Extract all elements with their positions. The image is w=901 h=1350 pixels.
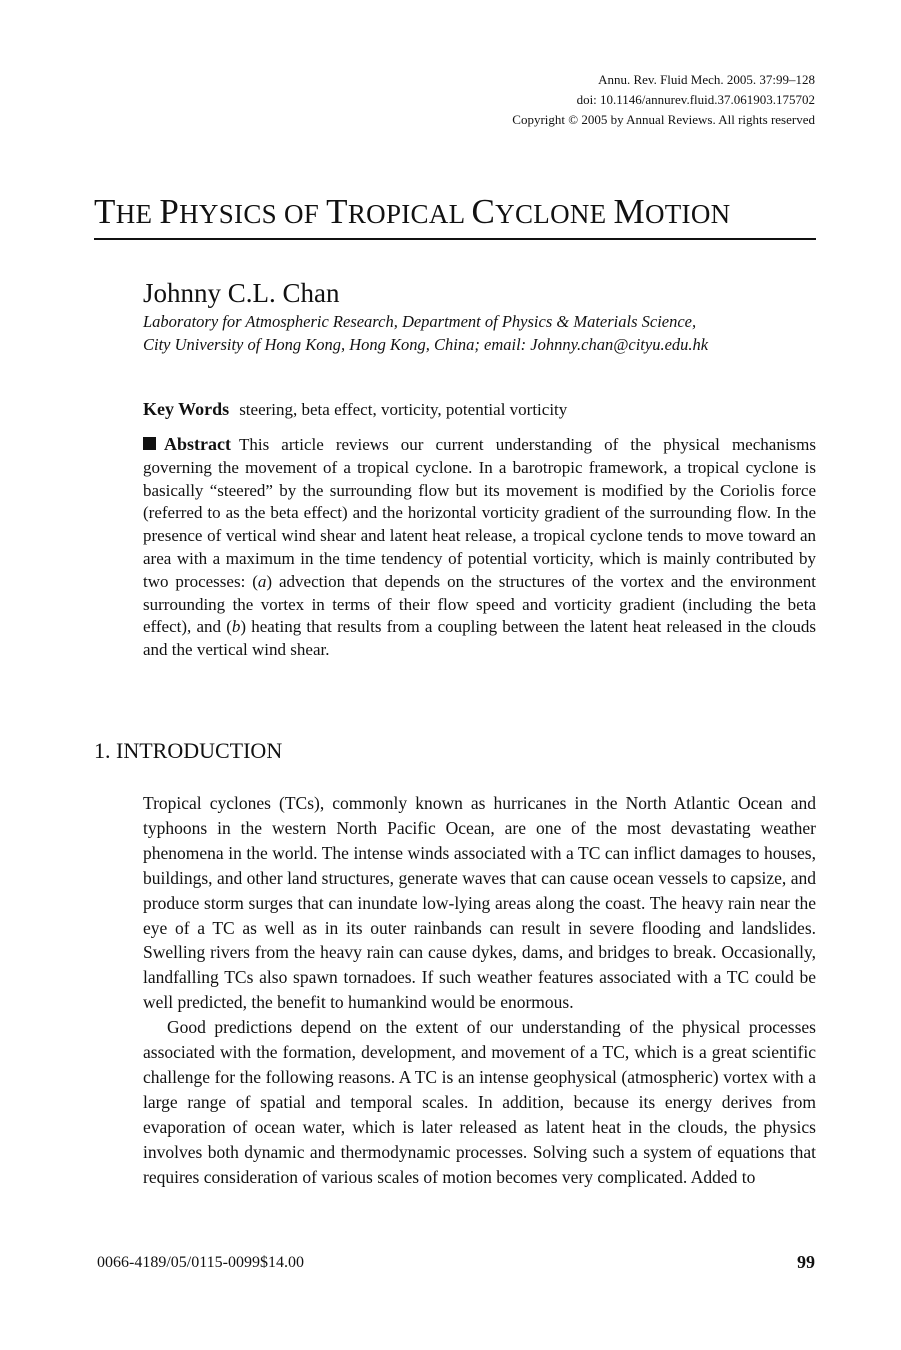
- affiliation-line-1: Laboratory for Atmospheric Research, Department of Physics & Materials Science,: [143, 312, 697, 331]
- journal-citation: Annu. Rev. Fluid Mech. 2005. 37:99–128: [598, 72, 815, 87]
- doi-line[interactable]: doi: 10.1146/annurev.fluid.37.061903.175702: [576, 92, 815, 107]
- article-code: 0066-4189/05/0115-0099$14.00: [97, 1254, 304, 1271]
- abstract-label: Abstract: [164, 434, 231, 454]
- paragraph-2: Good predictions depend on the extent of our understanding of the physical processes associated with the formation, development, and movement of a TC, which is a great scientific challenge for the following reasons. A TC is an intense geophysical (atmospheric) vortex with a large range of spatial and temporal scales. In addition, because its energy derives from evaporation of ocean water, which is later released as latent heat in the clouds, the physics involves both dynamic and thermodynamic processes. Solving such a system of equations that requires consideration of various scales of motion becomes very complicated. Added to: [143, 1017, 816, 1187]
- journal-header: [512, 70, 815, 130]
- title-rule: [94, 238, 816, 240]
- author-name: Johnny C.L. Chan: [143, 278, 340, 308]
- paragraph-1: Tropical cyclones (TCs), commonly known as hurricanes in the North Atlantic Ocean and typhoons in the western North Pacific Ocean, are one of the most devastating weather phenomena in the world. The intense winds associated with a TC can inflict damages to houses, buildings, and other land structures, generate waves that can cause ocean vessels to capsize, and produce storm surges that can inundate low-lying areas along the coast. The heavy rain near the eye of a TC as well as in its outer rainbands can result in severe flooding and landslides. Swelling rivers from the heavy rain can cause dykes, dams, and bridges to break. Occasionally, landfalling TCs also spawn tornadoes. If such weather features associated with a TC could be well predicted, the benefit to humankind would be enormous.: [143, 793, 816, 1013]
- copyright-line: Copyright © 2005 by Annual Reviews. All rights reserved: [512, 112, 815, 127]
- affiliation-line-2: City University of Hong Kong, Hong Kong, China; email: Johnny.chan@cityu.edu.hk: [143, 335, 709, 354]
- bullet-square-icon: [143, 437, 156, 450]
- keywords: [143, 399, 567, 420]
- section-heading: 1. INTRODUCTION: [94, 738, 283, 763]
- author-affiliation: [143, 310, 823, 356]
- abstract-text: This article reviews our current understanding of the physical mechanisms governing the movement of a tropical cyclone. In a barotropic framework, a tropical cyclone is basically “steered” by the surrounding flow but its movement is modified by the Coriolis force (referred to as the beta effect) and the horizontal vorticity gradient of the surrounding flow. In the presence of vertical wind shear and latent heat release, a tropical cyclone tends to move toward an area with a maximum in the time tendency of potential vorticity, which is mainly contributed by two processes: (a) advection that depends on the structures of the vortex and the environment surrounding the vortex in terms of their flow speed and vorticity gradient (including the beta effect), and (b) heating that results from a coupling between the latent heat released in the clouds and the vertical wind shear.: [143, 435, 816, 660]
- keywords-label: Key Words: [143, 399, 230, 419]
- article-title: THE PHYSICS OF TROPICAL CYCLONE MOTION: [94, 192, 731, 231]
- abstract: [143, 433, 816, 662]
- section-body: [143, 791, 816, 1190]
- page-number: 99: [797, 1252, 815, 1272]
- keywords-list: steering, beta effect, vorticity, potential vorticity: [239, 400, 568, 419]
